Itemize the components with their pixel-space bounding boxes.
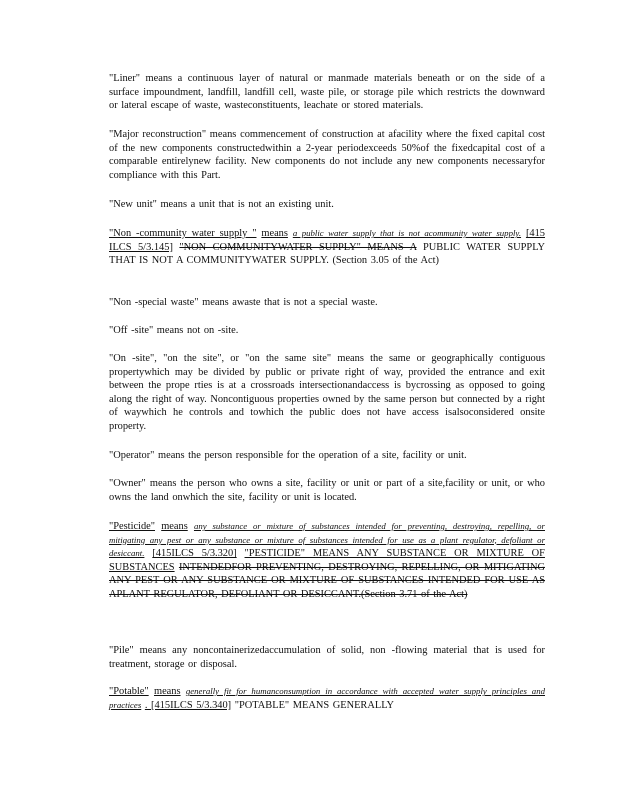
term: "Non -community water supply " bbox=[109, 228, 257, 239]
definition-operator: "Operator" means the person responsible for the operation of a site, facility or unit. bbox=[109, 450, 467, 461]
caps-text: "POTABLE" MEANS GENERALLY bbox=[234, 699, 395, 711]
definition-off-site: "Off -site" means not on -site. bbox=[109, 325, 239, 336]
statutory-definition: generally fit for humanconsumption in accordance with accepted water supply principles and practices bbox=[109, 686, 545, 710]
definition-major-reconstruction: "Major reconstruction" means commencement of construction at afacility where the fixed capital cost of the new components constructedwithin a 2-year periodexceeds 50%of the fixedcapital cost of a comparable entirelynew facility. New components do not include any new components necessaryfor compliance with this Part. bbox=[109, 129, 545, 181]
definition-owner: "Owner" means the person who owns a site, facility or unit or part of a site,facility or unit, or who owns the land onwhich the site, facility or unit is located. bbox=[109, 478, 545, 503]
definition-on-site: "On -site", "on the site", or "on the same site" means the same or geographically contiguous propertywhich may be divided by public or private right of way, provided the entrance and exit between the prope rties is at a crossroads intersectionandaccess is bycrossing as opposed to going along the right of way. Noncontiguous properties owned by the same person but connected by a right of waywhich he controls and towhich the public does not have access isalsoconsidered onsite property. bbox=[109, 353, 545, 432]
definition-non-community-water-supply bbox=[109, 227, 545, 268]
term: "Pesticide" bbox=[109, 521, 155, 532]
struck-text: INTENDEDFOR PREVENTING, DESTROYING, REPELLING, OR MITIGATING ANY PEST OR ANY SUBSTANCE OR MIXTURE OF SUBSTANCES INTENDED FOR USE AS APLANT REGULATOR, DEFOLIANT OR DESICCANT.(Section 3.71 of the Act) bbox=[109, 561, 545, 600]
term: "Potable" bbox=[109, 686, 149, 697]
citation: . [415ILCS 5/3.340] bbox=[144, 699, 232, 711]
definition-pile: "Pile" means any noncontainerizedaccumulation of solid, non -flowing material that is used for treatment, storage or disposal. bbox=[109, 645, 545, 670]
struck-text: "NON COMMUNITYWATER SUPPLY" MEANS A bbox=[179, 241, 417, 253]
definition-liner: "Liner" means a continuous layer of natural or manmade materials beneath or on the side of a surface impoundment, landfill, landfill cell, waste pile, or storage pile which restricts the downward or lateral escape of waste, wasteconstituents, leachate or stored materials. bbox=[109, 73, 545, 112]
definition-non-special-waste: "Non -special waste" means awaste that is not a special waste. bbox=[109, 297, 378, 308]
remaining-text: PUBLIC WATER SUPPLY THAT IS NOT A COMMUNITYWATER SUPPLY. (Section 3.05 of the Act) bbox=[109, 241, 546, 267]
statutory-definition: any substance or mixture of substances intended for preventing, destroying, repelling, or mitigating any pest or any substance or mixture of substances intended for use as a plant regulator, defoliant or desiccant. bbox=[109, 521, 545, 559]
definition-pesticide bbox=[109, 520, 545, 602]
definition-new-unit: "New unit" means a unit that is not an existing unit. bbox=[109, 199, 334, 210]
citation: [415 ILCS 5/3.145] bbox=[109, 228, 545, 253]
caps-line: "PESTICIDE" MEANS ANY SUBSTANCE OR MIXTURE OF SUBSTANCES bbox=[109, 548, 545, 573]
statutory-definition: a public water supply that is not acommunity water supply. bbox=[292, 228, 522, 238]
means-word: means bbox=[153, 686, 181, 697]
citation: [415ILCS 5/3.320] bbox=[152, 548, 237, 560]
definition-potable bbox=[109, 685, 545, 712]
means-word: means bbox=[161, 521, 188, 532]
means-word: means bbox=[261, 228, 288, 239]
